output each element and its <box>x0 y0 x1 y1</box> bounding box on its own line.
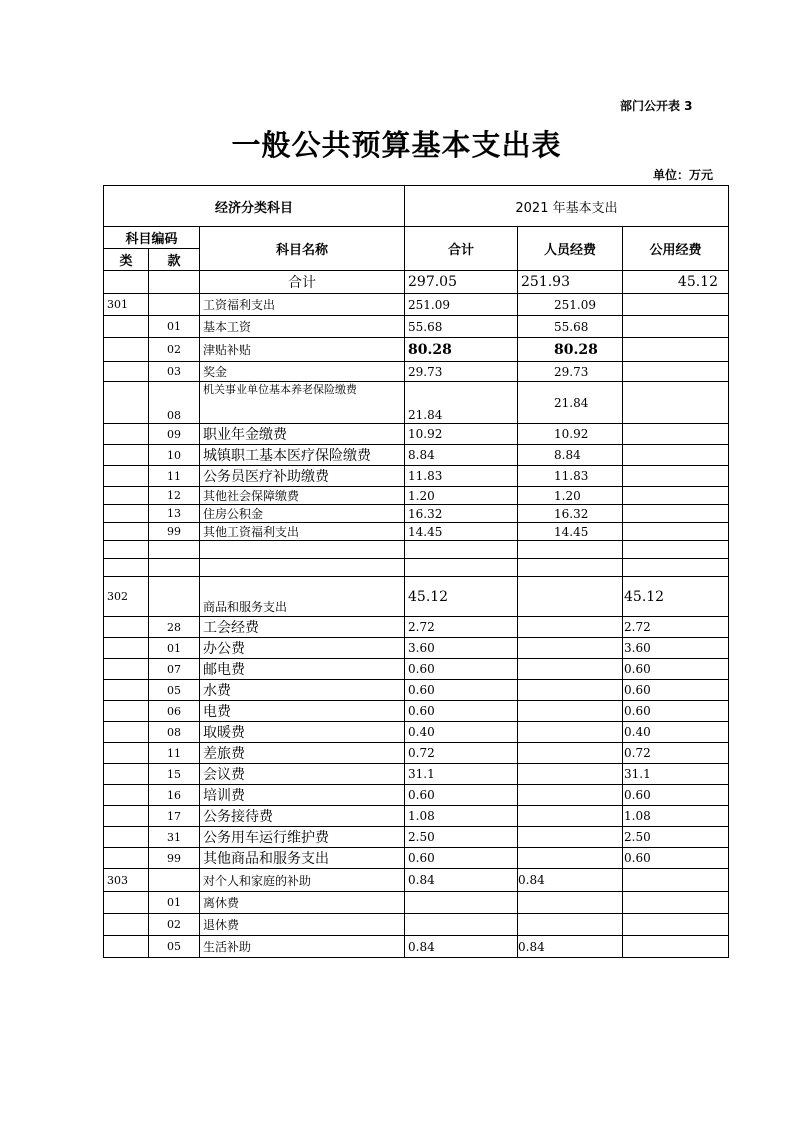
cell-personnel <box>518 541 623 559</box>
lei-header: 类 <box>104 249 149 271</box>
cell-personnel <box>518 806 623 827</box>
cell-kuan: 06 <box>149 701 200 722</box>
cell-kuan: 08 <box>149 722 200 743</box>
table-row <box>104 466 729 487</box>
cell-lei <box>104 914 149 936</box>
code-header: 科目编码 <box>104 227 200 249</box>
table-row <box>104 617 729 638</box>
budget-table <box>103 185 729 958</box>
cell-name: 差旅费 <box>200 743 405 764</box>
cell-public <box>623 294 729 316</box>
cell-name: 取暖费 <box>200 722 405 743</box>
table-row <box>104 722 729 743</box>
cell-public <box>623 869 729 892</box>
total-row <box>104 271 729 294</box>
cell-personnel: 1.20 <box>518 487 623 505</box>
cell-personnel <box>518 617 623 638</box>
cell-kuan: 07 <box>149 659 200 680</box>
cell-lei: 303 <box>104 869 149 892</box>
cell-personnel <box>518 722 623 743</box>
table-row <box>104 806 729 827</box>
cell-lei <box>104 445 149 466</box>
total-label: 合计 <box>200 271 405 294</box>
cell-name: 邮电费 <box>200 659 405 680</box>
cell-kuan <box>149 559 200 577</box>
table-row <box>104 294 729 316</box>
cell-name: 水费 <box>200 680 405 701</box>
cell-public <box>623 316 729 338</box>
cell-total: 45.12 <box>405 577 518 617</box>
cell-lei: 301 <box>104 294 149 316</box>
cell-personnel: 29.73 <box>518 362 623 382</box>
table-row <box>104 785 729 806</box>
cell-name: 工资福利支出 <box>200 294 405 316</box>
kuan-header: 款 <box>149 249 200 271</box>
cell-name: 离休费 <box>200 892 405 914</box>
cell-personnel <box>518 785 623 806</box>
cell-personnel: 0.84 <box>518 936 623 958</box>
cell-total <box>405 892 518 914</box>
table-row <box>104 848 729 869</box>
cell-personnel <box>518 827 623 848</box>
cell-total <box>405 914 518 936</box>
cell-lei <box>104 316 149 338</box>
cell-total: 21.84 <box>405 382 518 424</box>
personnel-header: 人员经费 <box>518 227 623 271</box>
cell-name: 职业年金缴费 <box>200 424 405 445</box>
cell-personnel <box>518 659 623 680</box>
cell-kuan: 16 <box>149 785 200 806</box>
cell-name: 奖金 <box>200 362 405 382</box>
cell-name: 城镇职工基本医疗保险缴费 <box>200 445 405 466</box>
cell-lei <box>104 659 149 680</box>
cell-public <box>623 338 729 362</box>
cell-public <box>623 445 729 466</box>
cell-personnel: 0.84 <box>518 869 623 892</box>
cell-personnel <box>518 892 623 914</box>
cell-kuan: 01 <box>149 892 200 914</box>
cell-name: 办公费 <box>200 638 405 659</box>
cell-total: 29.73 <box>405 362 518 382</box>
total-amount: 297.05 <box>405 271 518 294</box>
cell-name: 公务接待费 <box>200 806 405 827</box>
table-row <box>104 487 729 505</box>
table-row <box>104 680 729 701</box>
cell-kuan <box>149 541 200 559</box>
year-expenditure-header: 2021 年基本支出 <box>405 186 729 227</box>
cell-public <box>623 382 729 424</box>
cell-lei <box>104 722 149 743</box>
cell-name <box>200 559 405 577</box>
cell-name: 其他工资福利支出 <box>200 523 405 541</box>
cell-kuan: 01 <box>149 638 200 659</box>
cell-kuan: 03 <box>149 362 200 382</box>
cell-kuan: 09 <box>149 424 200 445</box>
cell-kuan: 99 <box>149 848 200 869</box>
cell-personnel: 8.84 <box>518 445 623 466</box>
cell-lei <box>104 701 149 722</box>
table-row <box>104 659 729 680</box>
cell-name: 会议费 <box>200 764 405 785</box>
cell-name: 培训费 <box>200 785 405 806</box>
cell-name: 工会经费 <box>200 617 405 638</box>
cell-personnel <box>518 848 623 869</box>
cell-kuan: 13 <box>149 505 200 523</box>
cell-public: 3.60 <box>623 638 729 659</box>
table-row <box>104 505 729 523</box>
table-row <box>104 559 729 577</box>
form-number: 部门公开表 3 <box>620 99 693 113</box>
cell-public: 1.08 <box>623 806 729 827</box>
cell-total: 0.60 <box>405 848 518 869</box>
cell-name: 其他商品和服务支出 <box>200 848 405 869</box>
table-row <box>104 362 729 382</box>
cell-public <box>623 424 729 445</box>
cell-lei <box>104 487 149 505</box>
cell-kuan: 28 <box>149 617 200 638</box>
cell-name: 津贴补贴 <box>200 338 405 362</box>
cell-total <box>405 541 518 559</box>
table-row <box>104 869 729 892</box>
cell-total: 1.08 <box>405 806 518 827</box>
public-header: 公用经费 <box>623 227 729 271</box>
cell-lei <box>104 680 149 701</box>
cell-lei <box>104 785 149 806</box>
table-row <box>104 638 729 659</box>
cell-lei <box>104 617 149 638</box>
unit-label: 单位：万元 <box>653 168 714 182</box>
cell-total: 8.84 <box>405 445 518 466</box>
cell-personnel <box>518 577 623 617</box>
cell-personnel <box>518 764 623 785</box>
cell-total: 0.60 <box>405 701 518 722</box>
cell-public <box>623 541 729 559</box>
cell-public: 0.60 <box>623 785 729 806</box>
cell-total: 0.72 <box>405 743 518 764</box>
cell-total: 16.32 <box>405 505 518 523</box>
cell-lei <box>104 848 149 869</box>
cell-total: 2.72 <box>405 617 518 638</box>
table-row <box>104 577 729 617</box>
cell-public <box>623 487 729 505</box>
cell-personnel: 11.83 <box>518 466 623 487</box>
cell-name: 基本工资 <box>200 316 405 338</box>
cell-personnel: 55.68 <box>518 316 623 338</box>
cell-total: 0.84 <box>405 869 518 892</box>
cell-public <box>623 559 729 577</box>
cell-lei <box>104 559 149 577</box>
cell-kuan: 05 <box>149 936 200 958</box>
name-header: 科目名称 <box>200 227 405 271</box>
cell-kuan: 12 <box>149 487 200 505</box>
cell-total: 251.09 <box>405 294 518 316</box>
table-row <box>104 541 729 559</box>
cell-lei <box>104 362 149 382</box>
cell-kuan: 11 <box>149 743 200 764</box>
cell-total: 0.60 <box>405 680 518 701</box>
table-row <box>104 892 729 914</box>
cell-total: 1.20 <box>405 487 518 505</box>
cell-public: 2.72 <box>623 617 729 638</box>
cell-total: 0.84 <box>405 936 518 958</box>
table-row <box>104 743 729 764</box>
cell-kuan: 10 <box>149 445 200 466</box>
cell-kuan: 02 <box>149 914 200 936</box>
page-title: 一般公共预算基本支出表 <box>231 128 562 162</box>
cell-personnel <box>518 701 623 722</box>
cell-lei <box>104 892 149 914</box>
cell-name: 其他社会保障缴费 <box>200 487 405 505</box>
cell-name: 机关事业单位基本养老保险缴费 <box>200 382 405 424</box>
cell-total: 2.50 <box>405 827 518 848</box>
cell-name <box>200 541 405 559</box>
table-row <box>104 701 729 722</box>
cell-public: 2.50 <box>623 827 729 848</box>
cell-lei <box>104 466 149 487</box>
cell-public <box>623 362 729 382</box>
cell-public: 0.60 <box>623 680 729 701</box>
cell-total: 11.83 <box>405 466 518 487</box>
cell-name: 住房公积金 <box>200 505 405 523</box>
cell-kuan: 17 <box>149 806 200 827</box>
cell-kuan <box>149 577 200 617</box>
cell-kuan: 05 <box>149 680 200 701</box>
table-row <box>104 827 729 848</box>
cell-lei <box>104 424 149 445</box>
cell-public <box>623 936 729 958</box>
cell-public: 45.12 <box>623 577 729 617</box>
cell-total <box>405 559 518 577</box>
cell-kuan <box>149 294 200 316</box>
cell-lei: 302 <box>104 577 149 617</box>
total-personnel: 251.93 <box>518 271 623 294</box>
cell-personnel: 80.28 <box>518 338 623 362</box>
cell-kuan: 02 <box>149 338 200 362</box>
cell-public <box>623 892 729 914</box>
cell-kuan <box>149 869 200 892</box>
cell-public: 0.40 <box>623 722 729 743</box>
total-header: 合计 <box>405 227 518 271</box>
cell-public <box>623 523 729 541</box>
total-public: 45.12 <box>623 271 729 294</box>
cell-total: 31.1 <box>405 764 518 785</box>
table-row <box>104 523 729 541</box>
table-row <box>104 316 729 338</box>
cell-personnel <box>518 743 623 764</box>
cell-total: 0.60 <box>405 659 518 680</box>
cell-personnel: 10.92 <box>518 424 623 445</box>
cell-personnel: 16.32 <box>518 505 623 523</box>
cell-public <box>623 505 729 523</box>
table-row <box>104 338 729 362</box>
cell-kuan: 01 <box>149 316 200 338</box>
cell-lei <box>104 638 149 659</box>
cell-personnel: 251.09 <box>518 294 623 316</box>
cell-lei <box>104 523 149 541</box>
cell-public <box>623 466 729 487</box>
cell-public: 0.72 <box>623 743 729 764</box>
cell-total: 55.68 <box>405 316 518 338</box>
table-row <box>104 445 729 466</box>
cell-kuan: 15 <box>149 764 200 785</box>
cell-name: 商品和服务支出 <box>200 577 405 617</box>
cell-total: 10.92 <box>405 424 518 445</box>
cell-lei <box>104 382 149 424</box>
cell-lei <box>104 827 149 848</box>
table-row <box>104 424 729 445</box>
cell-kuan <box>149 271 200 294</box>
cell-lei <box>104 505 149 523</box>
cell-personnel <box>518 638 623 659</box>
cell-public <box>623 914 729 936</box>
cell-lei <box>104 764 149 785</box>
cell-personnel <box>518 914 623 936</box>
cell-kuan: 11 <box>149 466 200 487</box>
cell-total: 14.45 <box>405 523 518 541</box>
cell-lei <box>104 743 149 764</box>
cell-personnel <box>518 559 623 577</box>
cell-total: 0.60 <box>405 785 518 806</box>
cell-total: 0.40 <box>405 722 518 743</box>
cell-kuan: 08 <box>149 382 200 424</box>
cell-lei <box>104 338 149 362</box>
cell-total: 80.28 <box>405 338 518 362</box>
cell-name: 电费 <box>200 701 405 722</box>
cell-total: 3.60 <box>405 638 518 659</box>
cell-public: 0.60 <box>623 659 729 680</box>
cell-lei <box>104 936 149 958</box>
table-row <box>104 936 729 958</box>
cell-public: 31.1 <box>623 764 729 785</box>
cell-kuan: 99 <box>149 523 200 541</box>
cell-name: 对个人和家庭的补助 <box>200 869 405 892</box>
table-row <box>104 764 729 785</box>
cell-name: 退休费 <box>200 914 405 936</box>
cell-personnel: 14.45 <box>518 523 623 541</box>
cell-kuan: 31 <box>149 827 200 848</box>
cell-public: 0.60 <box>623 701 729 722</box>
cell-lei <box>104 541 149 559</box>
cell-lei <box>104 806 149 827</box>
cell-personnel: 21.84 <box>518 382 623 424</box>
cell-personnel <box>518 680 623 701</box>
cell-name: 公务用车运行维护费 <box>200 827 405 848</box>
cell-public: 0.60 <box>623 848 729 869</box>
table-row <box>104 382 729 424</box>
cell-name: 公务员医疗补助缴费 <box>200 466 405 487</box>
cell-lei <box>104 271 149 294</box>
table-row <box>104 914 729 936</box>
econ-category-header: 经济分类科目 <box>104 186 405 227</box>
cell-name: 生活补助 <box>200 936 405 958</box>
